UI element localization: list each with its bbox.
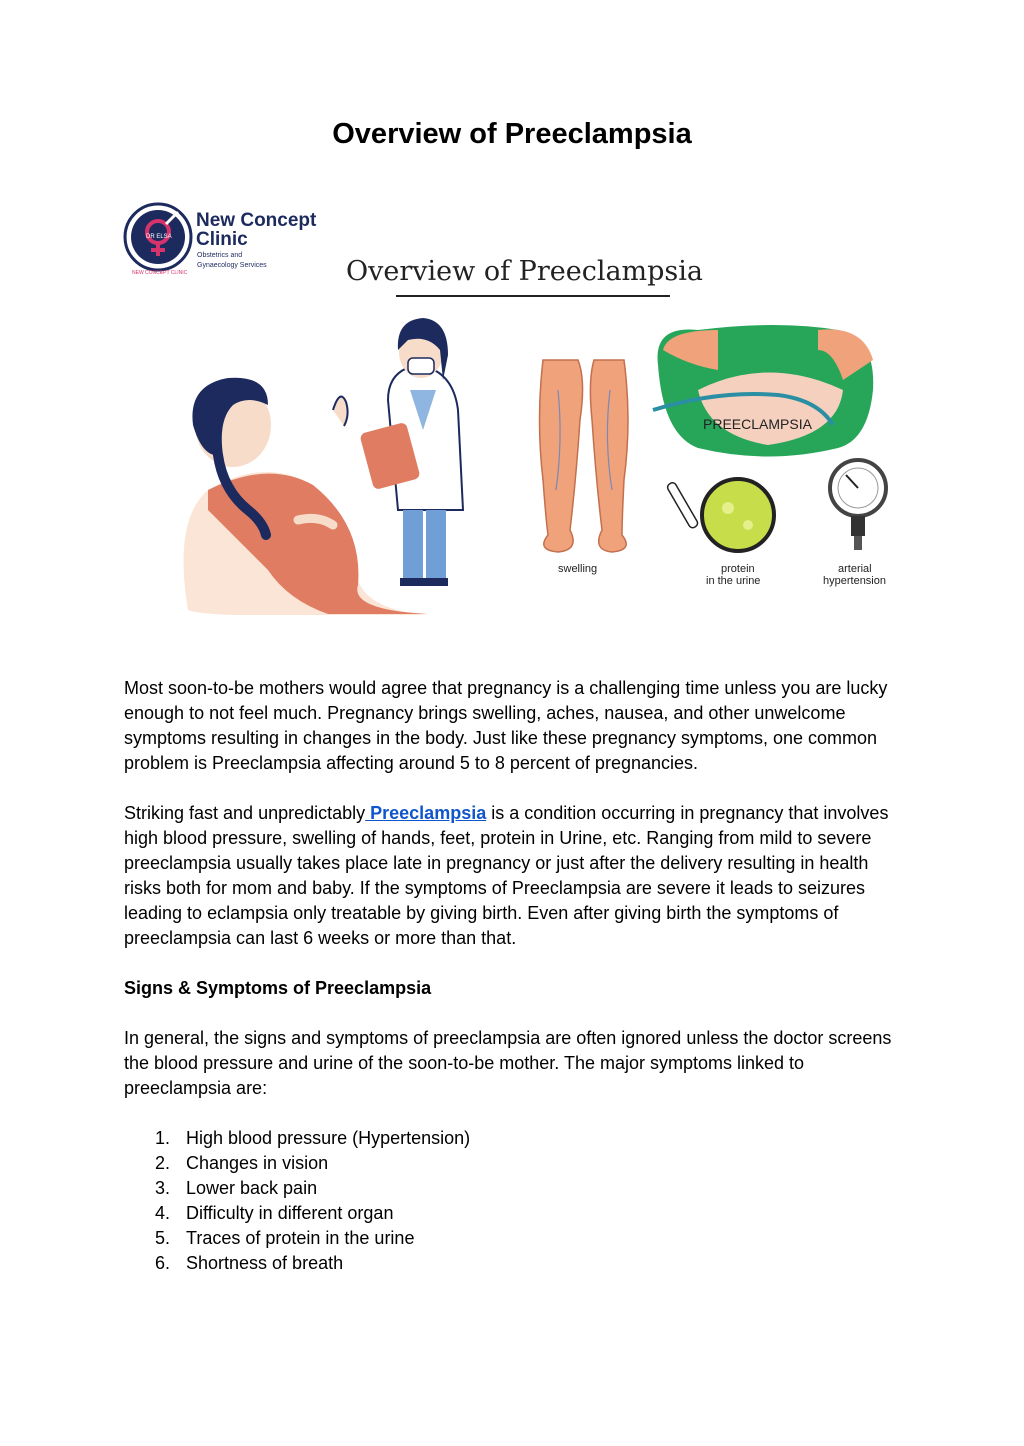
list-item-number: 4.	[155, 1203, 171, 1223]
list-item	[155, 1176, 904, 1201]
clinic-logo	[125, 204, 317, 276]
logo-ring-text: NEW CONCEPT CLINIC	[132, 270, 188, 276]
caption-hyper-2: hypertension	[823, 575, 886, 587]
list-item-text: Difficulty in different organ	[186, 1203, 394, 1223]
list-item-number: 3.	[155, 1178, 171, 1198]
logo-badge-text: DR ELSA	[146, 234, 172, 240]
preeclampsia-link[interactable]: Preeclampsia	[365, 803, 487, 823]
symptoms-list	[124, 1126, 904, 1276]
list-item	[155, 1126, 904, 1151]
section-heading: Signs & Symptoms of Preeclampsia	[124, 978, 432, 998]
list-item-number: 5.	[155, 1228, 171, 1248]
list-item-number: 2.	[155, 1153, 171, 1173]
pressure-gauge-illustration	[823, 460, 886, 587]
belly-label: PREECLAMPSIA	[703, 416, 812, 432]
symptoms-intro-paragraph: In general, the signs and symptoms of preeclampsia are often ignored unless the doctor screens the blood pressure and urine of the soon-to-be mother. The major symptoms linked to preeclampsia are:	[124, 1028, 892, 1098]
list-item-number: 6.	[155, 1253, 171, 1273]
list-item-number: 1.	[155, 1128, 171, 1148]
banner-heading: Overview of Preeclampsia	[346, 256, 704, 287]
page-title: Overview of Preeclampsia	[332, 118, 692, 150]
caption-protein-1: protein	[721, 563, 755, 575]
definition-paragraph	[124, 801, 904, 951]
logo-sub-line1: Obstetrics and	[197, 252, 243, 259]
caption-protein-2: in the urine	[706, 575, 761, 587]
intro-paragraph: Most soon-to-be mothers would agree that pregnancy is a challenging time unless you are lucky enough to not feel much. Pregnancy brings swelling, aches, nausea, and other unwelcome symptoms resulting in changes in the body. Just like these pregnancy symptoms, one common problem is Preeclampsia affecting around 5 to 8 percent of pregnancies.	[124, 678, 888, 773]
belly-illustration	[653, 325, 873, 457]
list-item-text: High blood pressure (Hypertension)	[186, 1128, 471, 1148]
logo-sub-line2: Gynaecology Services	[197, 262, 267, 269]
list-item-text: Lower back pain	[186, 1178, 318, 1198]
logo-name-line1: New Concept	[196, 210, 317, 231]
article-body	[124, 676, 904, 1276]
list-item	[155, 1201, 904, 1226]
definition-text-start: Striking fast and unpredictably	[124, 803, 366, 823]
list-item	[155, 1151, 904, 1176]
list-item	[155, 1226, 904, 1251]
caption-hyper-1: arterial	[838, 563, 872, 575]
preeclampsia-banner-image	[118, 190, 908, 630]
list-item	[155, 1251, 904, 1276]
definition-text-end: is a condition occurring in pregnancy that involves high blood pressure, swelling of hands, feet, protein in Urine, etc. Ranging from mild to severe preeclampsia usually takes place late in pregnancy or just after the delivery resulting in health risks both for mom and baby. If the symptoms of Preeclampsia are severe it leads to seizures leading to eclampsia only treatable by giving birth. Even after giving birth the symptoms of preeclampsia can last 6 weeks or more than that.	[124, 803, 889, 948]
logo-name-line2: Clinic	[196, 229, 248, 250]
urine-protein-illustration	[666, 479, 774, 587]
caption-swelling: swelling	[558, 563, 598, 575]
list-item-text: Traces of protein in the urine	[186, 1228, 415, 1248]
list-item-text: Changes in vision	[186, 1153, 329, 1173]
swollen-legs-illustration	[540, 360, 629, 575]
list-item-text: Shortness of breath	[186, 1253, 344, 1273]
